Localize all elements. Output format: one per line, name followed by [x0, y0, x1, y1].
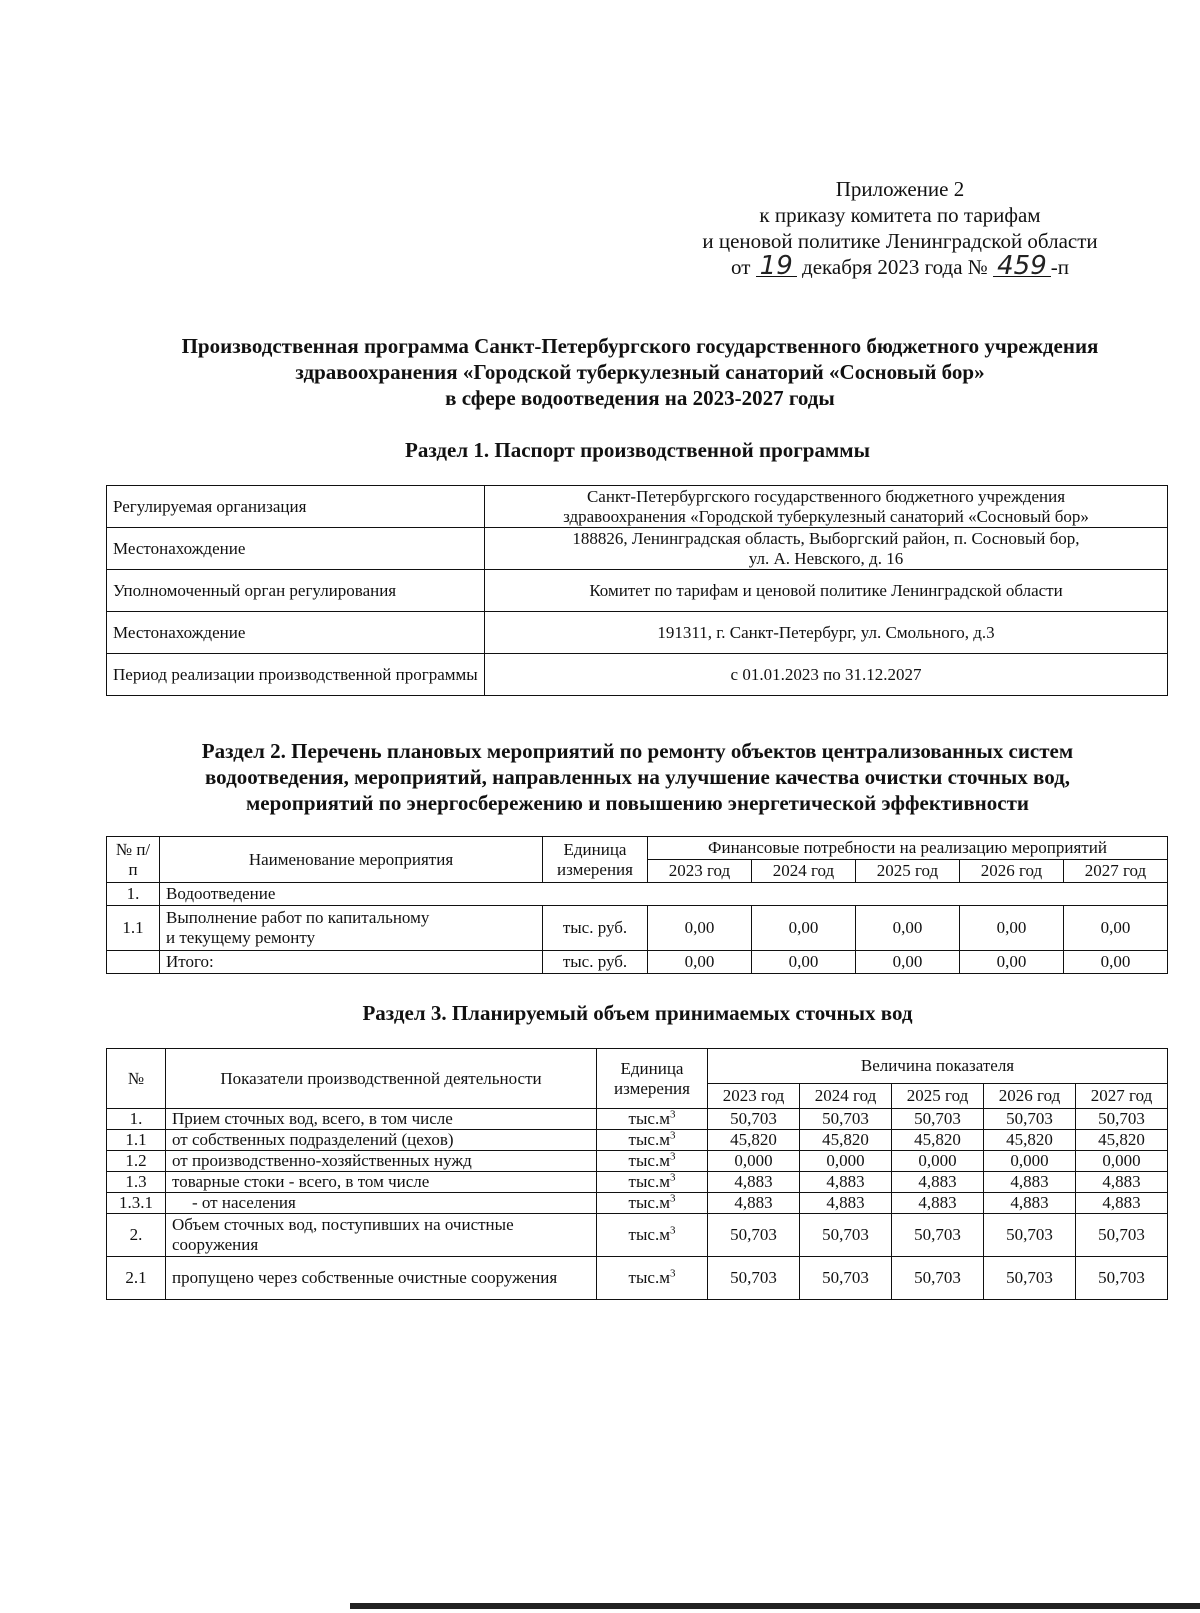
cell-value: 4,883	[708, 1172, 800, 1193]
cell-value: 4,883	[984, 1193, 1076, 1214]
cell-value: 4,883	[708, 1193, 800, 1214]
row-num: 1.3.1	[107, 1193, 166, 1214]
unit-base: тыс.м	[628, 1268, 670, 1287]
title-line-2: здравоохранения «Городской туберкулезный санаторий «Сосновый бор»	[295, 360, 985, 384]
header-row	[107, 837, 1168, 860]
table-row	[107, 612, 1168, 654]
cell-value: 50,703	[800, 1257, 892, 1300]
col-header-year: 2024 год	[800, 1084, 892, 1109]
col-header-name: Показатели производственной деятельности	[166, 1049, 597, 1109]
row-num: 1.3	[107, 1172, 166, 1193]
passport-value-line: 188826, Ленинградская область, Выборгский район, п. Сосновый бор,	[572, 528, 1080, 548]
unit-power: 3	[669, 1224, 676, 1237]
section-2-title-line: мероприятий по энергосбережению и повышению энергетической эффективности	[245, 791, 1030, 815]
table-row	[107, 1257, 1168, 1300]
cell-value: 50,703	[708, 1109, 800, 1130]
col-header-num: №	[107, 1049, 166, 1109]
title-line-1: Производственная программа Санкт-Петербургского государственного бюджетного учреждения	[181, 334, 1099, 358]
col-header-finance: Финансовые потребности на реализацию мероприятий	[648, 837, 1168, 860]
cell-value: 50,703	[708, 1257, 800, 1300]
col-header-year: 2023 год	[648, 860, 752, 883]
col-header-year: 2027 год	[1063, 860, 1167, 883]
cell-value: 0,000	[800, 1151, 892, 1172]
passport-value-line: здравоохранения «Городской туберкулезный санаторий «Сосновый бор»	[563, 506, 1089, 526]
row-unit	[597, 1214, 708, 1257]
cell-value: 4,883	[984, 1172, 1076, 1193]
cell-value: 50,703	[1076, 1214, 1168, 1257]
table-row	[107, 570, 1168, 612]
col-header-value: Величина показателя	[708, 1049, 1168, 1084]
cell-value: 0,00	[1063, 951, 1167, 974]
cell-value: 50,703	[892, 1257, 984, 1300]
passport-table	[106, 485, 1168, 696]
col-header-name: Наименование мероприятия	[160, 837, 543, 883]
cell-value: 50,703	[892, 1214, 984, 1257]
cell-value: 50,703	[800, 1214, 892, 1257]
unit-power: 3	[669, 1267, 676, 1280]
cell-value: 50,703	[1076, 1109, 1168, 1130]
passport-value: Комитет по тарифам и ценовой политике Ленинградской области	[485, 570, 1168, 612]
row-unit	[597, 1172, 708, 1193]
appendix-date-line	[640, 251, 1160, 281]
cell-value: 0,000	[1076, 1151, 1168, 1172]
indicator-name: от производственно-хозяйственных нужд	[166, 1151, 597, 1172]
measure-name	[160, 906, 543, 951]
passport-value	[485, 528, 1168, 570]
passport-label: Местонахождение	[107, 528, 485, 570]
row-num: 1.1	[107, 906, 160, 951]
measure-name-line: Выполнение работ по капитальному	[166, 908, 430, 927]
table-row	[107, 528, 1168, 570]
cell-value: 45,820	[892, 1130, 984, 1151]
appendix-line-3: и ценовой политике Ленинградской области	[702, 229, 1098, 253]
cell-value: 50,703	[984, 1214, 1076, 1257]
unit-power: 3	[669, 1171, 676, 1184]
header-row	[107, 1049, 1168, 1084]
cell-value: 4,883	[1076, 1172, 1168, 1193]
table-row	[107, 1130, 1168, 1151]
col-header-year: 2025 год	[855, 860, 959, 883]
row-num	[107, 951, 160, 974]
table-row	[107, 1109, 1168, 1130]
cell-value: 4,883	[892, 1172, 984, 1193]
handwritten-day: 19	[756, 256, 797, 277]
measures-table	[106, 836, 1168, 974]
indicator-name: от собственных подразделений (цехов)	[166, 1130, 597, 1151]
table-row	[107, 654, 1168, 696]
cell-value: 45,820	[708, 1130, 800, 1151]
cell-value: 0,000	[892, 1151, 984, 1172]
cell-value: 0,00	[648, 951, 752, 974]
cell-value: 50,703	[800, 1109, 892, 1130]
wastewater-volume-table	[106, 1048, 1168, 1300]
unit-base: тыс.м	[628, 1109, 670, 1128]
table-row	[107, 1172, 1168, 1193]
cell-value: 4,883	[800, 1193, 892, 1214]
table-row	[107, 883, 1168, 906]
row-num: 1.2	[107, 1151, 166, 1172]
measure-name-line: и текущему ремонту	[166, 928, 316, 947]
col-header-unit: Единица измерения	[543, 837, 648, 883]
unit-base: тыс.м	[628, 1172, 670, 1191]
col-header-num: № п/п	[107, 837, 160, 883]
col-header-unit: Единица измерения	[597, 1049, 708, 1109]
appendix-line-1: Приложение 2	[835, 177, 965, 201]
table-row	[107, 486, 1168, 528]
cell-value: 50,703	[984, 1257, 1076, 1300]
date-middle: декабря 2023 года №	[802, 255, 988, 279]
cell-value: 0,00	[959, 906, 1063, 951]
col-header-year: 2026 год	[984, 1084, 1076, 1109]
appendix-line-2: к приказу комитета по тарифам	[759, 203, 1041, 227]
unit-power: 3	[669, 1129, 676, 1142]
section-1-title-text: Раздел 1. Паспорт производственной программы	[405, 438, 870, 462]
row-unit: тыс. руб.	[543, 951, 648, 974]
cell-value: 50,703	[708, 1214, 800, 1257]
row-unit	[597, 1130, 708, 1151]
unit-power: 3	[669, 1192, 676, 1205]
passport-label: Регулируемая организация	[107, 486, 485, 528]
number-suffix: -п	[1050, 255, 1069, 279]
group-name: Водоотведение	[160, 883, 1168, 906]
row-unit	[597, 1257, 708, 1300]
passport-label: Период реализации производственной программы	[107, 654, 485, 696]
cell-value: 0,000	[708, 1151, 800, 1172]
cell-value: 4,883	[1076, 1193, 1168, 1214]
row-unit	[597, 1109, 708, 1130]
section-2-title	[105, 738, 1170, 816]
table-row	[107, 906, 1168, 951]
section-3-title	[105, 1000, 1170, 1026]
cell-value: 0,00	[1063, 906, 1167, 951]
cell-value: 45,820	[984, 1130, 1076, 1151]
cell-value: 0,00	[959, 951, 1063, 974]
col-header-year: 2025 год	[892, 1084, 984, 1109]
passport-value: с 01.01.2023 по 31.12.2027	[485, 654, 1168, 696]
scan-edge-line	[350, 1603, 1200, 1609]
col-header-year: 2024 год	[751, 860, 855, 883]
row-unit: тыс. руб.	[543, 906, 648, 951]
unit-power: 3	[669, 1150, 676, 1163]
table-row	[107, 1214, 1168, 1257]
cell-value: 0,00	[751, 906, 855, 951]
date-prefix: от	[731, 255, 751, 279]
passport-value	[485, 486, 1168, 528]
passport-value-line: Санкт-Петербургского государственного бюджетного учреждения	[586, 486, 1066, 506]
col-header-year: 2026 год	[959, 860, 1063, 883]
wastewater-volume-body	[107, 1109, 1168, 1300]
appendix-header	[640, 176, 1160, 280]
unit-base: тыс.м	[628, 1151, 670, 1170]
col-header-year: 2023 год	[708, 1084, 800, 1109]
passport-value: 191311, г. Санкт-Петербург, ул. Смольного, д.3	[485, 612, 1168, 654]
unit-power: 3	[669, 1108, 676, 1121]
section-1-title	[105, 437, 1170, 463]
row-unit	[597, 1193, 708, 1214]
cell-value: 0,00	[751, 951, 855, 974]
cell-value: 50,703	[892, 1109, 984, 1130]
cell-value: 0,00	[648, 906, 752, 951]
cell-value: 0,00	[855, 906, 959, 951]
section-2-title-line: водоотведения, мероприятий, направленных на улучшение качества очистки сточных вод,	[204, 765, 1071, 789]
section-3-title-text: Раздел 3. Планируемый объем принимаемых сточных вод	[362, 1001, 913, 1025]
row-num: 1.1	[107, 1130, 166, 1151]
handwritten-number: 459	[993, 256, 1051, 277]
document-title	[110, 333, 1170, 411]
unit-base: тыс.м	[628, 1193, 670, 1212]
passport-label: Местонахождение	[107, 612, 485, 654]
table-row	[107, 1193, 1168, 1214]
unit-base: тыс.м	[628, 1225, 670, 1244]
passport-value-line: ул. А. Невского, д. 16	[748, 548, 904, 568]
row-num: 2.	[107, 1214, 166, 1257]
unit-base: тыс.м	[628, 1130, 670, 1149]
cell-value: 45,820	[800, 1130, 892, 1151]
cell-value: 45,820	[1076, 1130, 1168, 1151]
indicator-name: пропущено через собственные очистные сооружения	[166, 1257, 597, 1300]
row-num: 1.	[107, 883, 160, 906]
total-row	[107, 951, 1168, 974]
cell-value: 4,883	[892, 1193, 984, 1214]
indicator-name: Объем сточных вод, поступивших на очистные сооружения	[166, 1214, 597, 1257]
indicator-name: товарные стоки - всего, в том числе	[166, 1172, 597, 1193]
col-header-year: 2027 год	[1076, 1084, 1168, 1109]
indicator-name: - от населения	[166, 1193, 597, 1214]
total-label: Итого:	[160, 951, 543, 974]
table-row	[107, 1151, 1168, 1172]
cell-value: 0,000	[984, 1151, 1076, 1172]
cell-value: 50,703	[1076, 1257, 1168, 1300]
row-num: 2.1	[107, 1257, 166, 1300]
indicator-name: Прием сточных вод, всего, в том числе	[166, 1109, 597, 1130]
cell-value: 50,703	[984, 1109, 1076, 1130]
row-num: 1.	[107, 1109, 166, 1130]
cell-value: 0,00	[855, 951, 959, 974]
cell-value: 4,883	[800, 1172, 892, 1193]
passport-label: Уполномоченный орган регулирования	[107, 570, 485, 612]
row-unit	[597, 1151, 708, 1172]
section-2-title-line: Раздел 2. Перечень плановых мероприятий по ремонту объектов централизованных систем	[201, 739, 1074, 763]
title-line-3: в сфере водоотведения на 2023-2027 годы	[445, 386, 835, 410]
